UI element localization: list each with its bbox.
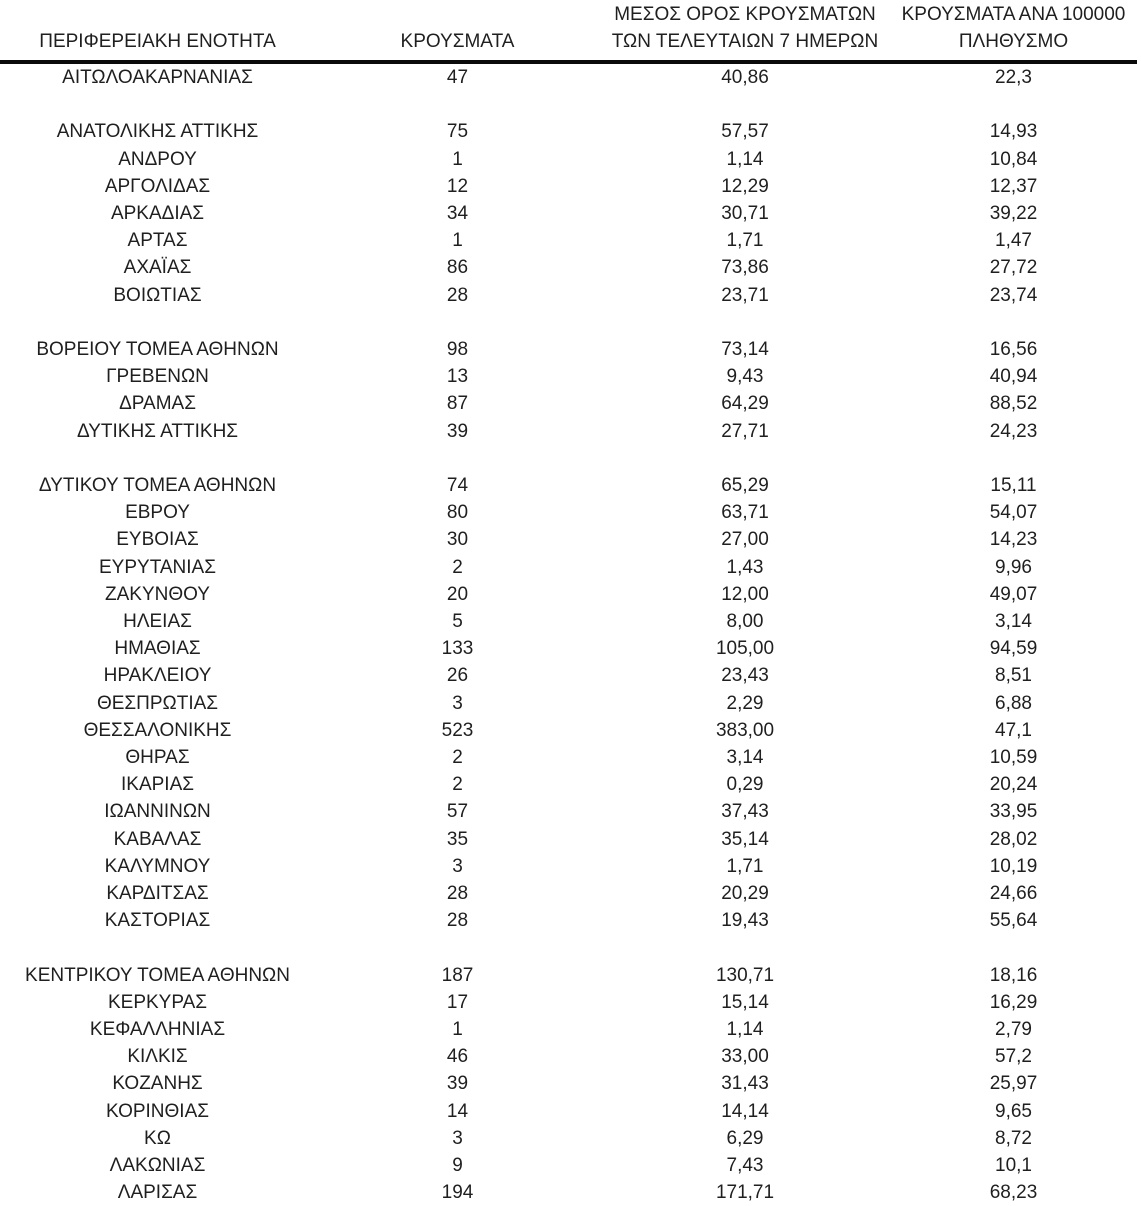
- cell-per-100k: 40,94: [989, 366, 1038, 388]
- cell-avg-7day: 31,43: [721, 1073, 769, 1095]
- cell-cases: 2: [452, 747, 463, 769]
- cell-region: ΔΥΤΙΚΟΥ ΤΟΜΕΑ ΑΘΗΝΩΝ: [38, 475, 277, 496]
- cell-region: ΙΚΑΡΙΑΣ: [121, 774, 194, 796]
- cell-cases: 17: [446, 991, 469, 1013]
- cell-avg-7day: 23,71: [721, 284, 769, 306]
- cell-cases: 133: [441, 638, 474, 660]
- cell-cases: 14: [446, 1100, 469, 1122]
- cell-region: ΗΛΕΙΑΣ: [123, 611, 192, 633]
- cell-per-100k: 10,84: [989, 148, 1038, 170]
- cell-region: ΙΩΑΝΝΙΝΩΝ: [104, 801, 211, 823]
- cell-per-100k: 1,47: [995, 230, 1032, 252]
- cell-avg-7day: 1,71: [726, 855, 764, 877]
- cell-cases: 46: [446, 1046, 469, 1068]
- table-row: [0, 1152, 1137, 1179]
- cell-cases: 1: [452, 148, 463, 170]
- cell-cases: 2: [452, 774, 463, 796]
- cell-avg-7day: 1,43: [726, 556, 764, 578]
- cell-cases: 9: [452, 1155, 463, 1177]
- cell-cases: 39: [446, 420, 469, 442]
- table-row: [0, 853, 1137, 880]
- table-row: [0, 662, 1137, 689]
- cell-region: ΑΙΤΩΛΟΑΚΑΡΝΑΝΙΑΣ: [62, 67, 253, 88]
- cell-avg-7day: 3,14: [726, 747, 764, 769]
- cell-avg-7day: 27,71: [721, 420, 769, 442]
- cell-region: ΚΙΛΚΙΣ: [127, 1046, 188, 1068]
- cell-per-100k: 8,72: [995, 1127, 1032, 1149]
- cell-avg-7day: 19,43: [721, 910, 769, 932]
- cell-cases: 1: [452, 1019, 463, 1041]
- cell-cases: 5: [452, 611, 463, 633]
- cell-avg-7day: 30,71: [721, 203, 769, 224]
- cell-per-100k: 33,95: [989, 801, 1038, 823]
- cell-region: ΕΥΡΥΤΑΝΙΑΣ: [99, 556, 216, 578]
- cell-avg-7day: 1,71: [726, 230, 764, 252]
- cell-cases: 12: [446, 175, 469, 197]
- cell-cases: 28: [446, 883, 469, 905]
- spacer-cell: [0, 91, 1137, 118]
- table-row: [0, 390, 1137, 417]
- cell-avg-7day: 6,29: [726, 1127, 764, 1149]
- cell-region: ΕΥΒΟΙΑΣ: [116, 529, 199, 551]
- cell-avg-7day: 383,00: [715, 719, 775, 741]
- cell-avg-7day: 105,00: [715, 638, 775, 660]
- table-row: [0, 499, 1137, 526]
- column-header-cases: [315, 0, 600, 62]
- cell-cases: 74: [446, 475, 469, 496]
- spacer-cell: [0, 445, 1137, 472]
- column-header-per-100k-line2: ΠΛΗΘΥΣΜΟ: [958, 31, 1069, 52]
- cell-per-100k: 6,88: [995, 692, 1032, 714]
- table-row: [0, 744, 1137, 771]
- cell-per-100k: 23,74: [989, 284, 1038, 306]
- cell-region: ΛΑΡΙΣΑΣ: [117, 1182, 198, 1204]
- cell-per-100k: 39,22: [989, 203, 1038, 224]
- cell-region: ΑΡΤΑΣ: [127, 230, 188, 252]
- table-row: [0, 146, 1137, 173]
- spacer-row: [0, 934, 1137, 961]
- cell-region: ΑΝΑΤΟΛΙΚΗΣ ΑΤΤΙΚΗΣ: [56, 121, 259, 143]
- cell-cases: 3: [452, 855, 463, 877]
- cell-cases: 3: [452, 692, 463, 714]
- cell-avg-7day: 15,14: [721, 991, 769, 1013]
- cell-avg-7day: 20,29: [721, 883, 769, 905]
- cell-avg-7day: 57,57: [721, 121, 769, 143]
- table-row: [0, 1016, 1137, 1043]
- cell-avg-7day: 14,14: [721, 1100, 769, 1122]
- cell-cases: 87: [446, 393, 469, 415]
- table-row: [0, 472, 1137, 499]
- cell-per-100k: 24,66: [989, 883, 1038, 905]
- cell-region: ΒΟΡΕΙΟΥ ΤΟΜΕΑ ΑΘΗΝΩΝ: [36, 339, 279, 360]
- table-row: [0, 826, 1137, 853]
- cell-cases: 26: [446, 665, 469, 687]
- cell-region: ΚΟΡΙΝΘΙΑΣ: [105, 1100, 209, 1122]
- column-header-region: [0, 0, 315, 62]
- table-row: [0, 690, 1137, 717]
- cell-cases: 3: [452, 1127, 463, 1149]
- cell-per-100k: 49,07: [989, 583, 1038, 605]
- spacer-cell: [0, 934, 1137, 961]
- cell-per-100k: 25,97: [989, 1073, 1038, 1095]
- table-row: [0, 962, 1137, 989]
- cell-per-100k: 14,93: [989, 121, 1038, 143]
- cell-per-100k: 18,16: [989, 964, 1038, 986]
- column-header-avg-7day-line2: ΤΩΝ ΤΕΛΕΥΤΑΙΩΝ 7 ΗΜΕΡΩΝ: [611, 31, 879, 52]
- column-header-avg-7day: [600, 0, 890, 62]
- cell-cases: 75: [446, 121, 469, 143]
- column-header-region-line1: ΠΕΡΙΦΕΡΕΙΑΚΗ ΕΝΟΤΗΤΑ: [39, 31, 276, 52]
- cell-cases: 194: [441, 1182, 474, 1204]
- cell-region: ΚΕΝΤΡΙΚΟΥ ΤΟΜΕΑ ΑΘΗΝΩΝ: [25, 964, 290, 986]
- cell-cases: 98: [446, 339, 469, 360]
- cell-per-100k: 16,56: [989, 339, 1038, 360]
- cell-avg-7day: 130,71: [715, 964, 775, 986]
- table-row: [0, 363, 1137, 390]
- table-row: [0, 526, 1137, 553]
- cell-per-100k: 10,19: [989, 855, 1038, 877]
- cell-avg-7day: 33,00: [721, 1046, 769, 1068]
- cell-region: ΚΑΣΤΟΡΙΑΣ: [104, 910, 211, 932]
- table-row: [0, 798, 1137, 825]
- cell-region: ΘΗΡΑΣ: [125, 747, 190, 769]
- cell-per-100k: 22,3: [995, 67, 1032, 88]
- cell-cases: 86: [446, 257, 469, 279]
- cell-region: ΗΡΑΚΛΕΙΟΥ: [103, 665, 212, 687]
- spacer-row: [0, 445, 1137, 472]
- cell-avg-7day: 64,29: [721, 393, 769, 415]
- table-row: [0, 227, 1137, 254]
- cell-region: ΚΟΖΑΝΗΣ: [112, 1073, 203, 1095]
- spacer-row: [0, 309, 1137, 336]
- spacer-row: [0, 91, 1137, 118]
- cell-region: ΖΑΚΥΝΘΟΥ: [105, 583, 210, 605]
- cell-per-100k: 68,23: [989, 1182, 1038, 1204]
- cell-region: ΑΝΔΡΟΥ: [118, 148, 197, 170]
- column-header-cases-line1: ΚΡΟΥΣΜΑΤΑ: [400, 31, 515, 52]
- table-row: [0, 608, 1137, 635]
- cell-region: ΚΕΡΚΥΡΑΣ: [107, 991, 208, 1013]
- table-row: [0, 336, 1137, 363]
- cell-region: ΘΕΣΣΑΛΟΝΙΚΗΣ: [83, 719, 232, 741]
- cell-region: ΑΧΑΪΑΣ: [123, 257, 192, 279]
- cell-per-100k: 10,1: [995, 1155, 1032, 1177]
- cell-avg-7day: 8,00: [726, 611, 764, 633]
- table-body: [0, 62, 1137, 1206]
- header-row: [0, 0, 1137, 62]
- cell-avg-7day: 1,14: [726, 148, 764, 170]
- table-row: [0, 1043, 1137, 1070]
- cell-avg-7day: 35,14: [721, 828, 769, 850]
- table-row: [0, 581, 1137, 608]
- cell-per-100k: 55,64: [989, 910, 1038, 932]
- cell-per-100k: 54,07: [989, 502, 1038, 524]
- cell-avg-7day: 7,43: [726, 1155, 764, 1177]
- cell-per-100k: 57,2: [995, 1046, 1032, 1068]
- cell-cases: 57: [446, 801, 469, 823]
- cell-region: ΒΟΙΩΤΙΑΣ: [113, 284, 202, 306]
- cell-avg-7day: 73,14: [721, 339, 769, 360]
- cell-avg-7day: 171,71: [715, 1182, 775, 1204]
- cell-per-100k: 9,65: [995, 1100, 1032, 1122]
- cell-per-100k: 27,72: [989, 257, 1038, 279]
- cell-region: ΚΑΒΑΛΑΣ: [113, 828, 202, 850]
- table-row: [0, 1070, 1137, 1097]
- cell-cases: 1: [452, 230, 463, 252]
- cell-avg-7day: 12,00: [721, 583, 769, 605]
- table-row: [0, 173, 1137, 200]
- table-row: [0, 200, 1137, 227]
- cell-per-100k: 94,59: [989, 638, 1038, 660]
- table-row: [0, 1179, 1137, 1206]
- cell-avg-7day: 65,29: [721, 475, 769, 496]
- cell-region: ΕΒΡΟΥ: [125, 502, 190, 524]
- cell-region: ΚΑΛΥΜΝΟΥ: [104, 855, 211, 877]
- cell-cases: 20: [446, 583, 469, 605]
- column-header-per-100k-line1: ΚΡΟΥΣΜΑΤΑ ΑΝΑ 100000: [901, 4, 1126, 25]
- cell-cases: 523: [441, 719, 474, 741]
- cell-region: ΑΡΓΟΛΙΔΑΣ: [104, 175, 211, 197]
- cell-region: ΔΥΤΙΚΗΣ ΑΤΤΙΚΗΣ: [76, 420, 239, 442]
- cell-region: ΗΜΑΘΙΑΣ: [114, 638, 201, 660]
- cell-per-100k: 14,23: [989, 529, 1038, 551]
- cell-avg-7day: 63,71: [721, 502, 769, 524]
- cell-region: ΚΕΦΑΛΛΗΝΙΑΣ: [89, 1019, 226, 1041]
- cell-per-100k: 8,51: [995, 665, 1032, 687]
- cell-per-100k: 2,79: [995, 1019, 1032, 1041]
- cell-region: ΚΩ: [144, 1127, 171, 1149]
- cell-per-100k: 15,11: [990, 475, 1037, 496]
- table-row: [0, 771, 1137, 798]
- cell-region: ΑΡΚΑΔΙΑΣ: [110, 203, 205, 224]
- cell-avg-7day: 0,29: [726, 774, 764, 796]
- table-row: [0, 717, 1137, 744]
- cell-cases: 80: [446, 502, 469, 524]
- cell-avg-7day: 12,29: [721, 175, 769, 197]
- cell-per-100k: 3,14: [995, 611, 1032, 633]
- table-row: [0, 62, 1137, 91]
- cell-cases: 47: [446, 67, 469, 88]
- cell-per-100k: 16,29: [989, 991, 1038, 1013]
- table-row: [0, 907, 1137, 934]
- column-header-avg-7day-line1: ΜΕΣΟΣ ΟΡΟΣ ΚΡΟΥΣΜΑΤΩΝ: [614, 4, 876, 25]
- cell-cases: 13: [446, 366, 469, 388]
- table-row: [0, 1125, 1137, 1152]
- table-row: [0, 254, 1137, 281]
- table-row: [0, 418, 1137, 445]
- cell-cases: 34: [446, 203, 469, 224]
- cell-avg-7day: 2,29: [726, 692, 764, 714]
- cell-cases: 39: [446, 1073, 469, 1095]
- cell-per-100k: 10,59: [989, 747, 1038, 769]
- cell-avg-7day: 37,43: [721, 801, 769, 823]
- cell-per-100k: 20,24: [989, 774, 1038, 796]
- cell-per-100k: 9,96: [995, 556, 1032, 578]
- cell-cases: 35: [446, 828, 469, 850]
- cell-per-100k: 24,23: [989, 420, 1038, 442]
- cell-cases: 28: [446, 910, 469, 932]
- table-row: [0, 1098, 1137, 1125]
- cell-cases: 187: [441, 964, 474, 986]
- table-row: [0, 118, 1137, 145]
- cell-cases: 28: [446, 284, 469, 306]
- table-row: [0, 880, 1137, 907]
- cell-avg-7day: 9,43: [726, 366, 764, 388]
- table-row: [0, 282, 1137, 309]
- cell-avg-7day: 27,00: [721, 529, 769, 551]
- table-header: [0, 0, 1137, 62]
- table-row: [0, 989, 1137, 1016]
- cell-region: ΛΑΚΩΝΙΑΣ: [109, 1155, 206, 1177]
- cell-cases: 30: [446, 529, 469, 551]
- spacer-cell: [0, 309, 1137, 336]
- table-row: [0, 635, 1137, 662]
- cell-cases: 2: [452, 556, 463, 578]
- cell-region: ΚΑΡΔΙΤΣΑΣ: [106, 883, 209, 905]
- cell-per-100k: 47,1: [995, 719, 1032, 741]
- cell-region: ΓΡΕΒΕΝΩΝ: [106, 366, 209, 388]
- cell-avg-7day: 73,86: [721, 257, 769, 279]
- cell-avg-7day: 23,43: [721, 665, 769, 687]
- cell-per-100k: 88,52: [989, 393, 1038, 415]
- cell-per-100k: 12,37: [989, 175, 1038, 197]
- table-row: [0, 554, 1137, 581]
- cell-avg-7day: 1,14: [726, 1019, 764, 1041]
- cell-region: ΘΕΣΠΡΩΤΙΑΣ: [96, 692, 219, 714]
- cell-avg-7day: 40,86: [721, 67, 769, 88]
- column-header-per-100k: [890, 0, 1137, 62]
- cell-per-100k: 28,02: [989, 828, 1038, 850]
- cell-region: ΔΡΑΜΑΣ: [119, 393, 196, 415]
